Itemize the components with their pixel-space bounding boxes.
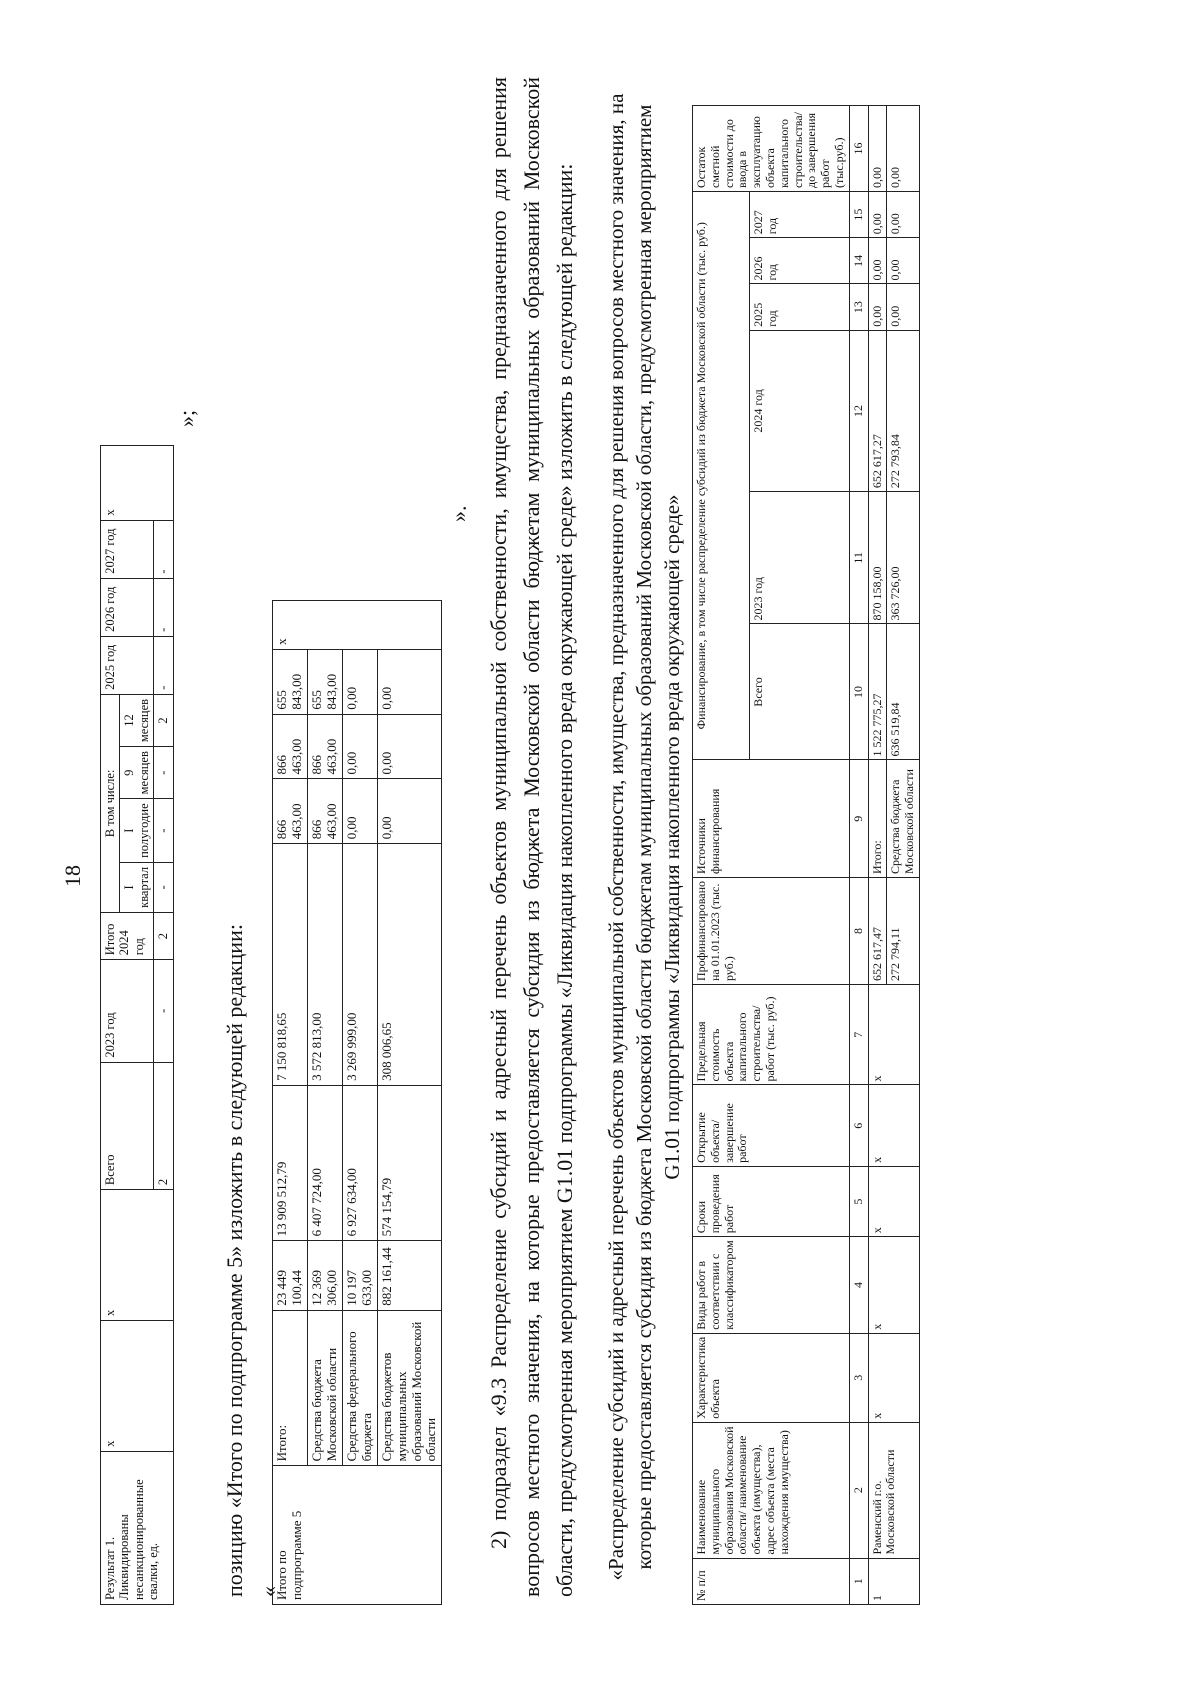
result-2026-label: 2026 год	[101, 578, 154, 636]
result-2023-label: 2023 год	[101, 960, 154, 1062]
column-number: 9	[849, 760, 868, 878]
section-title: «Распределение субсидий и адресный перечень объектов муниципальной собственности, имущества, предназначенного для решения вопросов местного значения, на которые предоставляется субсидия из бюджета Московской области бюджетам муниципальных образований Московской области, предусмотренная мероприятием G1.01 подпрограммы «Ликвидация накопленного вреда окружающей среде»	[604, 93, 684, 1581]
header-prefinanced: Профинансировано на 01.01.2023 (тыс. руб.)	[693, 877, 850, 984]
row-2025: 0,00	[887, 284, 920, 330]
funding-2024: 3 572 813,00	[307, 844, 342, 1086]
row-2024: 272 793,84	[887, 330, 920, 491]
subsidy-distribution-table	[692, 105, 920, 1605]
row-limit-cost: х	[868, 985, 919, 1085]
column-number: 16	[849, 106, 868, 192]
funding-source: Средства бюджетов муниципальных образований Московской области	[377, 1310, 442, 1466]
subprogram-total-label: Итого по подпрограмме 5	[273, 1466, 442, 1605]
result-q1-value: -	[154, 862, 173, 912]
subprogram-total-table	[272, 600, 442, 1605]
quote-close: ».	[446, 505, 471, 522]
column-number: 15	[849, 191, 868, 237]
result-itogo-2024-value: 2	[154, 912, 173, 959]
column-number: 1	[849, 1558, 868, 1604]
result-h1-value: -	[154, 799, 173, 863]
funding-2026: 0,00	[377, 714, 442, 779]
column-number: 6	[849, 1085, 868, 1166]
header-opening: Открытие объекта/ завершение работ	[693, 1085, 850, 1166]
result-2023-value: -	[154, 960, 173, 1062]
funding-2027: 655 843,00	[273, 649, 308, 714]
funding-2026: 866 463,00	[307, 714, 342, 779]
funding-source: Средства федерального бюджета	[342, 1310, 377, 1466]
result-itogo-2024-label: Итого 2024 год	[101, 912, 154, 959]
result-m12-label: 12 месяцев	[120, 694, 154, 746]
column-numbers-row	[849, 106, 868, 1605]
result-label: Результат 1. Ликвидированы несанкционированные свалки, ед.	[101, 1451, 174, 1604]
position-instruction: позицию «Итого по подпрограмме 5» изложить в следующей редакции:	[222, 924, 247, 1597]
result-m9-value: -	[154, 747, 173, 799]
row-source: Итого:	[868, 760, 887, 878]
row-opening: х	[868, 1085, 919, 1166]
header-2025: 2025 год	[750, 284, 849, 330]
funding-total: 10 197 633,00	[342, 1241, 377, 1310]
funding-2027: 0,00	[342, 649, 377, 714]
header-total: Всего	[750, 624, 849, 760]
result-2026-value: -	[154, 578, 173, 636]
column-number: 5	[849, 1166, 868, 1236]
row-source: Средства бюджета Московской области	[887, 760, 920, 878]
subsection-2-paragraph: 2) подраздел «9.3 Распределение субсидий и адресный перечень объектов муниципальной собственности, имущества, предназначенного для решения вопросов местного значения, на которые предоставляется субсидия из бюджета Московской области бюджетам муниципальных образований Московской области, предусмотренная мероприятием G1.01 подпрограммы «Ликвидация накопленного вреда окружающей среде» изложить в следующей редакции:	[486, 77, 577, 1597]
column-number: 7	[849, 985, 868, 1085]
result-h1-label: I полугодие	[120, 799, 154, 863]
header-limit-cost: Предельная стоимость объекта капитального строительства/работ (тыс. руб.)	[693, 985, 850, 1085]
funding-2026: 866 463,00	[273, 714, 308, 779]
result-2027-label: 2027 год	[101, 520, 154, 578]
row-2024: 652 617,27	[868, 330, 887, 491]
funding-2023: 6 407 724,00	[307, 1085, 342, 1240]
column-number: 10	[849, 624, 868, 760]
header-2023: 2023 год	[750, 492, 849, 624]
header-num: № п/п	[693, 1558, 850, 1604]
column-number: 4	[849, 1237, 868, 1334]
row-remaining: 0,00	[887, 106, 920, 192]
funding-2025: 866 463,00	[273, 779, 308, 844]
header-2026: 2026 год	[750, 238, 849, 284]
funding-2027: 0,00	[377, 649, 442, 714]
header-2024: 2024 год	[750, 330, 849, 491]
result-total-value: 2	[154, 1062, 173, 1190]
funding-total: 23 449 100,44	[273, 1241, 308, 1310]
funding-2024: 3 269 999,00	[342, 844, 377, 1086]
row-2026: 0,00	[868, 238, 887, 284]
row-2026: 0,00	[887, 238, 920, 284]
result-m12-value: 2	[154, 694, 173, 746]
funding-2023: 574 154,79	[377, 1085, 442, 1240]
row-2027: 0,00	[868, 191, 887, 237]
row-work-types: х	[868, 1237, 919, 1334]
row-2025: 0,00	[868, 284, 887, 330]
row-2023: 363 726,00	[887, 492, 920, 624]
funding-2024: 308 006,65	[377, 844, 442, 1086]
result-2027-value: -	[154, 520, 173, 578]
row-num: 1	[868, 1558, 919, 1604]
table-row	[868, 106, 887, 1605]
column-number: 11	[849, 492, 868, 624]
header-name: Наименование муниципального образования Московской области/ наименование объекта (имущества), адрес объекта (места нахождения имущества)	[693, 1422, 850, 1558]
header-remaining: Остаток сметной стоимости до ввода в эксплуатацию объекта капитального строительства/ до завершения работ (тыс.руб.)	[693, 106, 850, 192]
page-number: 18	[60, 865, 85, 887]
funding-total: 882 161,44	[377, 1241, 442, 1310]
result-last-col: х	[101, 446, 174, 521]
quote-open: «	[256, 1586, 281, 1597]
header-terms: Сроки проведения работ	[693, 1166, 850, 1236]
funding-source: Итого:	[273, 1310, 308, 1466]
row-remaining: 0,00	[868, 106, 887, 192]
header-characteristic: Характеристика объекта	[693, 1333, 850, 1422]
row-total: 636 519,84	[887, 624, 920, 760]
result-m9-label: 9 месяцев	[120, 747, 154, 799]
column-number: 12	[849, 330, 868, 491]
header-sources: Источники финансирования	[693, 760, 850, 878]
row-prefinanced: 652 617,47	[868, 877, 887, 984]
row-terms: х	[868, 1166, 919, 1236]
header-work-types: Виды работ в соответствии с классификатором	[693, 1237, 850, 1334]
row-total: 1 522 775,27	[868, 624, 887, 760]
row-municipality: Раменский г.о. Московской области	[868, 1422, 919, 1558]
column-number: 13	[849, 284, 868, 330]
row-prefinanced: 272 794,11	[887, 877, 920, 984]
column-number: 2	[849, 1422, 868, 1558]
result-2025-label: 2025 год	[101, 636, 154, 694]
header-2027: 2027 год	[750, 191, 849, 237]
table1-close-mark: »;	[174, 409, 199, 427]
funding-source: Средства бюджета Московской области	[307, 1310, 342, 1466]
column-number: 8	[849, 877, 868, 984]
row-characteristic: х	[868, 1333, 919, 1422]
result-total-label: Всего	[101, 1062, 154, 1190]
column-number: 14	[849, 238, 868, 284]
funding-2025: 0,00	[377, 779, 442, 844]
result-2025-value: -	[154, 636, 173, 694]
result-table	[100, 445, 174, 1605]
row-2027: 0,00	[887, 191, 920, 237]
column-number: 3	[849, 1333, 868, 1422]
result-col-x2: х	[101, 1190, 174, 1321]
subprogram-last-col: х	[273, 601, 442, 650]
funding-2025: 0,00	[342, 779, 377, 844]
funding-2023: 6 927 634,00	[342, 1085, 377, 1240]
funding-2023: 13 909 512,79	[273, 1085, 308, 1240]
header-financing-group: Финансирование, в том числе распределение субсидий из бюджета Московской области (тыс. руб.)	[693, 191, 750, 760]
funding-2026: 0,00	[342, 714, 377, 779]
funding-total: 12 369 306,00	[307, 1241, 342, 1310]
result-q1-label: I квартал	[120, 862, 154, 912]
funding-2024: 7 150 818,65	[273, 844, 308, 1086]
result-v-tom-chisle: В том числе:	[101, 694, 120, 912]
result-col-x1: х	[101, 1320, 174, 1451]
funding-2027: 655 843,00	[307, 649, 342, 714]
row-2023: 870 158,00	[868, 492, 887, 624]
funding-2025: 866 463,00	[307, 779, 342, 844]
